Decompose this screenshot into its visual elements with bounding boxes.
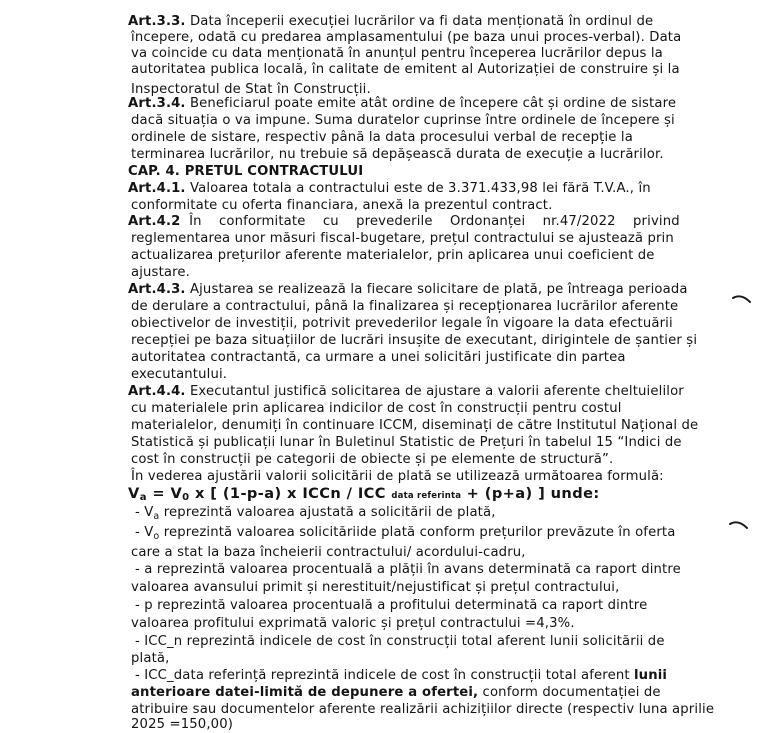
text-line: actualizarea prețurilor aferente materialelor, prin aplicarea unui coeficient de	[131, 248, 655, 263]
definition-line: - ICC_n reprezintă indicele de cost în construcții total aferent lunii solicitării de	[135, 634, 665, 649]
text: Ajustarea se realizează la fiecare solicitare de plată, pe întreaga perioada	[185, 282, 688, 297]
text-line: de derulare a contractului, până la finalizarea și recepționarea lucrărilor aferente	[131, 299, 679, 314]
text-line: va coincide cu data menționată în anunțul pentru începerea lucrărilor depus la	[131, 46, 663, 61]
text-line: începere, odată cu predarea amplasamentului (pe baza unui proces-verbal). Data	[131, 30, 682, 45]
art-4-4-line	[128, 384, 684, 400]
formula-tail: + (p+a) ] unde:	[461, 485, 600, 502]
definition-line: - a reprezintă valoarea procentuală a plății în avans determinată ca raport dintre	[135, 562, 681, 577]
text: Beneficiarul poate emite atât ordine de începere cât și ordine de sistare	[185, 96, 677, 111]
formula-eq: = V	[146, 485, 183, 502]
formula-v0-sub: 0	[182, 492, 190, 503]
def-text: reprezintă valoarea ajustată a solicitării de plată,	[159, 505, 496, 520]
text-line	[131, 685, 661, 701]
text-line: Statistică și publicații lunar în Buletinul Statistic de Prețuri în tabelul 15 “Indici de	[131, 435, 682, 450]
art-3-3-line	[128, 14, 653, 30]
art-4-3-line	[128, 282, 688, 298]
text-line: ordinele de sistare, respectiv până la data procesului verbal de recepție la	[131, 130, 633, 145]
text-line: 2025 =150,00)	[131, 717, 234, 732]
text-line: care a stat la baza încheierii contractului/ acordului-cadru,	[131, 545, 526, 560]
def-text: reprezintă valoarea solicităriide plată conform prețurilor prevăzute în oferta	[159, 525, 676, 540]
art-label: Art.3.4.	[128, 96, 186, 111]
formula-small: data referinta	[391, 491, 462, 501]
formula-body: x [ (1-p-a) x ICCn / ICC	[189, 485, 392, 502]
text-line: autoritatea contractantă, ca urmare a unei solicitări justificate din partea	[131, 350, 626, 365]
definition-line: - p reprezintă valoarea procentuală a profitului determinată ca raport dintre	[135, 598, 648, 613]
def-bold: anterioare datei-limită de depunere a ofertei,	[131, 685, 479, 700]
text-line: materialelor, denumiți în continuare ICCM, diseminați de către Institutul Național de	[131, 418, 699, 433]
def-sub: o	[153, 531, 160, 542]
text: Executantul justifică solicitarea de ajustare a valorii aferente cheltuielilor	[185, 384, 684, 399]
text-line: dacă situația o va impune. Suma duratelor cuprinse între ordinele de începere și	[131, 113, 675, 128]
text: Data începerii execuției lucrărilor va fi data menționată în ordinul de	[185, 14, 654, 29]
def-text: conform documentației de	[478, 685, 661, 700]
def-pre: - V	[135, 505, 154, 520]
text: Valoarea totala a contractului este de 3.371.433,98 lei fără T.V.A., în	[185, 181, 651, 196]
chapter-heading: CAP. 4. PRETUL CONTRACTULUI	[128, 164, 364, 179]
definition-line	[135, 668, 667, 684]
text: În conformitate cu prevederile Ordonanței nr.47/2022 privind	[180, 214, 680, 229]
art-4-1-line	[128, 181, 651, 197]
formula-lhs-sub: a	[139, 492, 147, 503]
text-line: terminarea lucrărilor, nu trebuie să depășească durata de execuție a lucrărilor.	[131, 147, 664, 162]
margin-mark-icon	[728, 520, 750, 530]
def-sub: a	[153, 511, 160, 522]
text-line: atribuire sau documentelor aferente realizării achizițiilor directe (respectiv luna aprilie	[131, 702, 715, 717]
art-label: Art.3.3.	[128, 14, 186, 29]
text-line: cost în construcții pe categorii de obiecte și pe elemente de structură”.	[131, 452, 614, 467]
def-text: - ICC_data referință reprezintă indicele de cost în construcții total aferent	[135, 668, 635, 683]
art-label: Art.4.3.	[128, 282, 186, 297]
def-pre: - V	[135, 525, 154, 540]
text-line: conformitate cu oferta financiara, anexă la prezentul contract.	[131, 198, 553, 213]
text-line: obiectivelor de investiții, potrivit prevederilor legale în vigoare la data efectuării	[131, 316, 673, 331]
text-line: recepției pe baza situațiilor de lucrări insușite de executant, dirigintele de șantier și	[131, 333, 698, 348]
text-line: valoarea avansului primit și nerestituit/nejustificat și prețul contractului,	[131, 580, 620, 595]
definition-line	[135, 505, 496, 525]
text-line: plată,	[131, 651, 170, 666]
art-4-2-line	[128, 214, 680, 230]
definition-line	[135, 525, 675, 545]
art-label: Art.4.4.	[128, 384, 186, 399]
text-line: În vederea ajustării valorii solicitării de plată se utilizează următoarea formulă:	[131, 469, 664, 484]
art-label: Art.4.1.	[128, 181, 186, 196]
text-line: executantului.	[131, 367, 228, 382]
def-bold: lunii	[634, 668, 668, 683]
text-line: ajustare.	[131, 265, 191, 280]
text-line: autoritatea publica locală, în calitate de emitent al Autorizației de construire și la	[131, 62, 680, 77]
formula-lhs: V	[128, 485, 140, 502]
art-3-4-line	[128, 96, 676, 112]
text-line: valoarea profitului exprimată valoric și prețul contractului =4,3%.	[131, 616, 575, 631]
text-line: cu materialele prin aplicarea indicilor de cost în construcții pentru costul	[131, 401, 622, 416]
margin-mark-icon	[731, 294, 753, 304]
art-label: Art.4.2	[128, 214, 181, 229]
text-line: Inspectoratul de Stat în Construcții.	[131, 82, 371, 97]
text-line: reglementarea unor măsuri fiscal-bugetare, prețul contractului se ajustează prin	[131, 231, 674, 246]
adjustment-formula	[128, 486, 600, 506]
